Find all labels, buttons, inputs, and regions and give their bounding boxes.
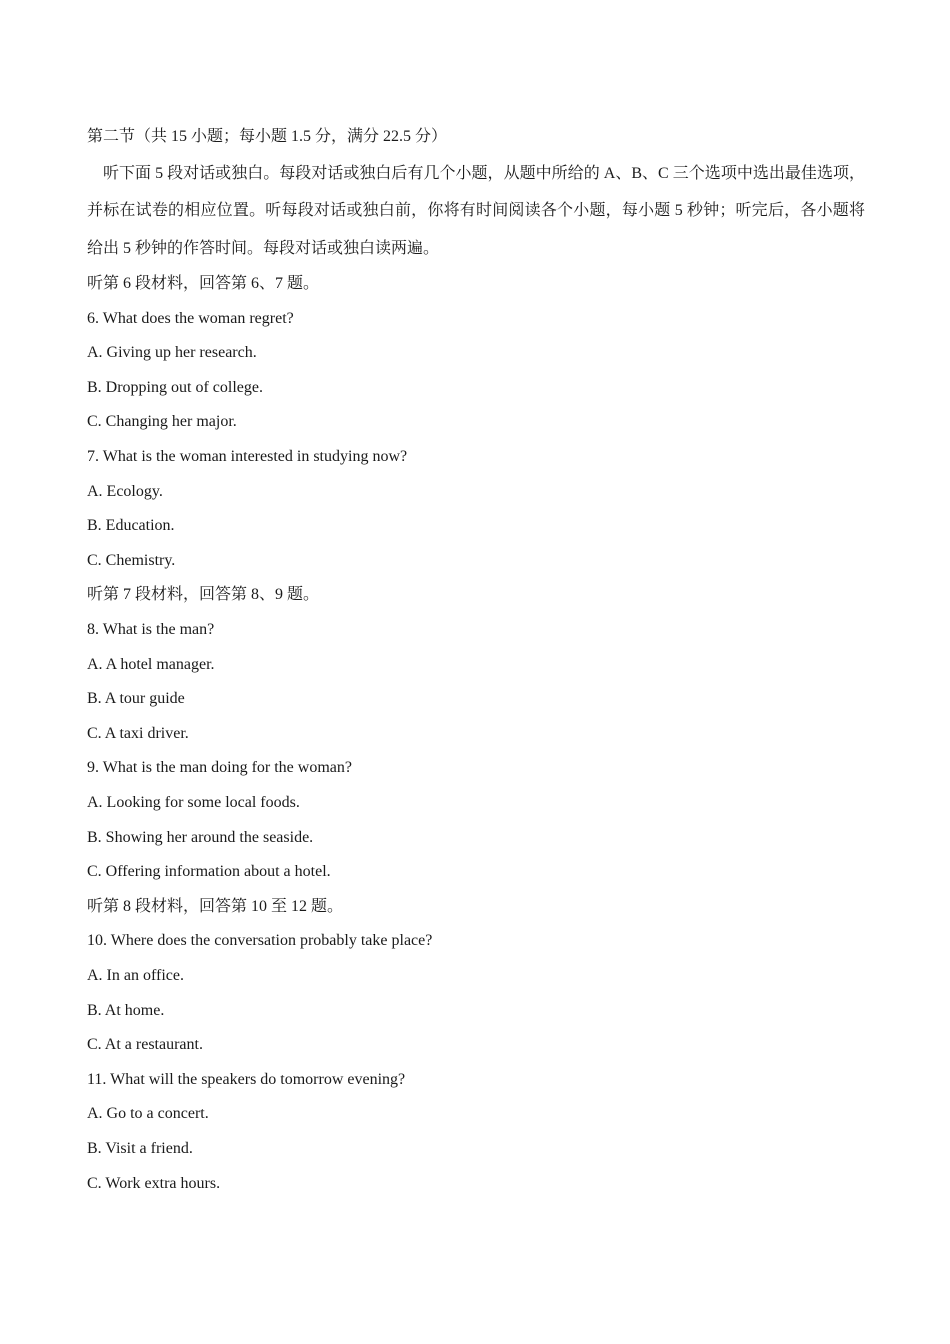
question-stem: 7. What is the woman interested in studying now? [87,448,408,466]
answer-option: A. Giving up her research. [87,344,257,362]
section-instructions: 听下面 5 段对话或独白。每段对话或独白后有几个小题，从题中所给的 A、B、C 三个选项中选出最佳选项，并标在试卷的相应位置。听每段对话或独白前，你将有时间阅读各个小题，每小题 5 秒钟；听完后，各小题将给出 5 秒钟的作答时间。每段对话或独白读两遍。 [87,164,865,257]
answer-option: B. Visit a friend. [87,1139,193,1157]
answer-option: B. Education. [87,517,175,535]
question-stem: 9. What is the man doing for the woman? [87,759,352,777]
answer-option: B. A tour guide [87,690,185,708]
answer-option: B. Dropping out of college. [87,378,263,396]
group-intro: 听第 7 段材料，回答第 8、9 题。 [87,586,320,604]
answer-option: A. A hotel manager. [87,655,215,673]
group-intro: 听第 8 段材料，回答第 10 至 12 题。 [87,897,344,915]
answer-option: A. In an office. [87,966,184,984]
question-stem: 8. What is the man? [87,621,215,639]
section-header: 第二节（共 15 小题；每小题 1.5 分，满分 22.5 分） [87,128,448,145]
answer-option: C. Changing her major. [87,413,237,431]
answer-option: C. A taxi driver. [87,724,189,742]
answer-option: C. Offering information about a hotel. [87,863,331,881]
answer-option: A. Looking for some local foods. [87,794,300,811]
question-stem: 6. What does the woman regret? [87,309,294,327]
question-stem: 11. What will the speakers do tomorrow evening? [87,1070,406,1088]
answer-option: A. Ecology. [87,482,163,500]
question-stem: 10. Where does the conversation probably take place? [87,932,433,950]
answer-option: C. Work extra hours. [87,1174,221,1192]
answer-option: A. Go to a concert. [87,1105,209,1123]
answer-option: B. Showing her around the seaside. [87,828,314,846]
listening-section [87,120,867,1201]
answer-option: C. At a restaurant. [87,1036,203,1054]
answer-option: C. Chemistry. [87,551,176,569]
answer-option: B. At home. [87,1001,165,1019]
group-intro: 听第 6 段材料，回答第 6、7 题。 [87,275,320,293]
